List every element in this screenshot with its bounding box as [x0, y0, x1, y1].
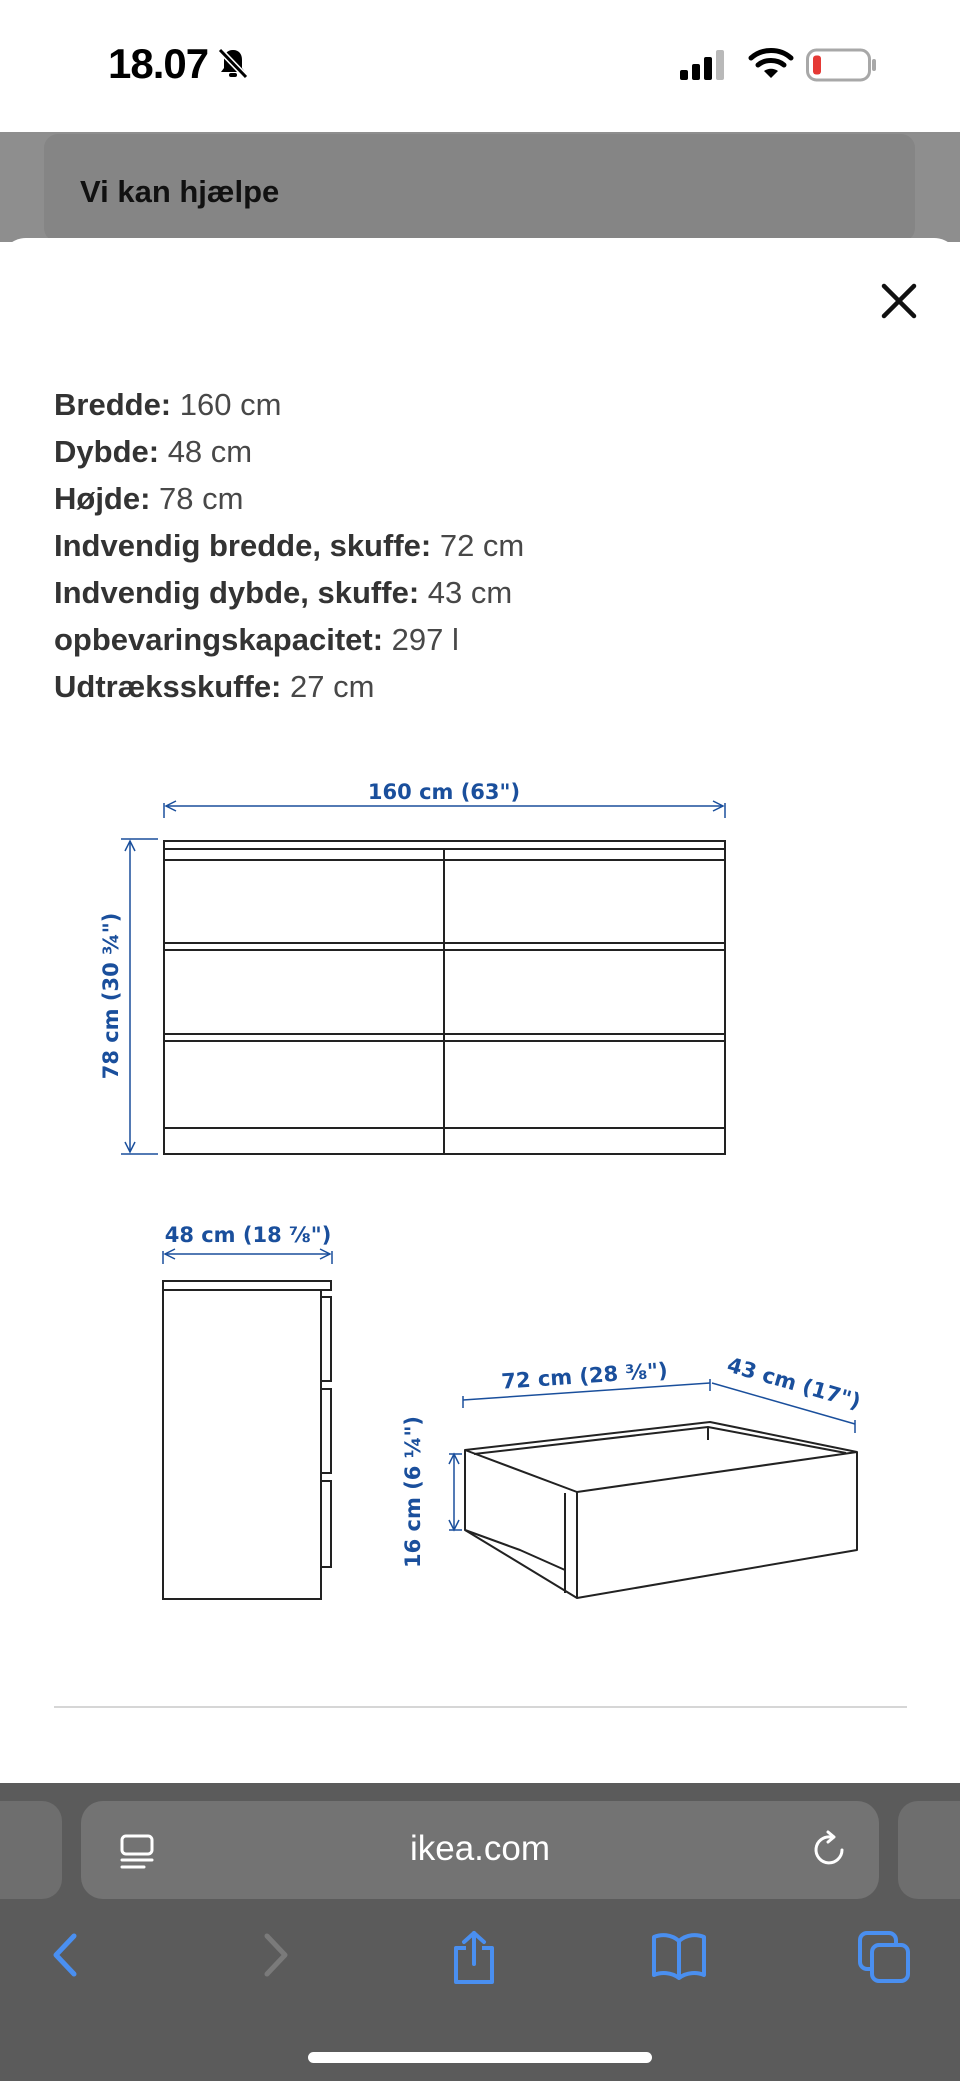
forward-icon[interactable]	[255, 1930, 295, 1980]
drawer-height-label: 16 cm (6 ¼")	[401, 1416, 425, 1568]
spec-label: Indvendig dybde, skuffe:	[54, 575, 420, 610]
spec-value: 43 cm	[419, 575, 513, 610]
spec-row-storage-capacity	[54, 616, 524, 663]
spec-value: 78 cm	[150, 481, 244, 516]
help-card-title: Vi kan hjælpe	[80, 174, 280, 209]
spec-value: 160 cm	[171, 387, 282, 422]
spec-label: Dybde:	[54, 434, 160, 469]
spec-label: opbevaringskapacitet:	[54, 622, 384, 657]
spec-label: Udtræksskuffe:	[54, 669, 282, 704]
reload-icon[interactable]	[809, 1829, 849, 1869]
dresser-side-view	[163, 1281, 331, 1599]
section-divider	[54, 1706, 907, 1708]
depth-dimension-label: 48 cm (18 ⅞")	[164, 1223, 332, 1247]
spec-row-inner-width	[54, 522, 524, 569]
height-dimension-label: 78 cm (30 ¾")	[99, 912, 123, 1080]
drawer-depth-label: 43 cm (17")	[724, 1352, 864, 1414]
spec-label: Indvendig bredde, skuffe:	[54, 528, 432, 563]
dimension-specs-list	[54, 381, 524, 710]
spec-row-depth	[54, 428, 524, 475]
spec-value: 27 cm	[281, 669, 375, 704]
bookmarks-icon[interactable]	[651, 1930, 707, 1980]
back-icon[interactable]	[46, 1930, 86, 1980]
spec-row-height	[54, 475, 524, 522]
next-tab-preview[interactable]	[898, 1801, 960, 1899]
dimension-drawing	[0, 760, 960, 1640]
home-indicator	[308, 2052, 652, 2063]
drawer-isometric-view	[465, 1422, 857, 1598]
drawer-width-label: 72 cm (28 ⅜")	[500, 1358, 669, 1394]
spec-value: 72 cm	[431, 528, 525, 563]
width-dimension-label: 160 cm (63")	[367, 780, 521, 804]
bell-slash-icon	[216, 46, 250, 80]
status-bar	[0, 0, 960, 132]
url-text[interactable]: ikea.com	[409, 1829, 551, 1868]
height-dimension-line	[121, 839, 158, 1154]
spec-row-inner-depth	[54, 569, 524, 616]
status-time: 18.07	[108, 40, 209, 87]
share-icon[interactable]	[449, 1930, 499, 1986]
previous-tab-preview[interactable]	[0, 1801, 62, 1899]
close-icon[interactable]	[874, 276, 924, 326]
spec-label: Højde:	[54, 481, 151, 516]
spec-row-drawer-extension	[54, 663, 524, 710]
spec-label: Bredde:	[54, 387, 172, 422]
address-bar[interactable]	[81, 1801, 879, 1899]
wifi-icon	[748, 46, 794, 80]
cellular-signal-icon	[680, 50, 730, 80]
spec-value: 48 cm	[159, 434, 253, 469]
spec-row-width	[54, 381, 524, 428]
tabs-icon[interactable]	[857, 1930, 911, 1984]
battery-icon	[806, 48, 878, 82]
dresser-front-view	[164, 841, 725, 1154]
depth-dimension-line	[163, 1249, 332, 1264]
spec-value: 297 l	[383, 622, 459, 657]
help-card	[44, 134, 915, 242]
